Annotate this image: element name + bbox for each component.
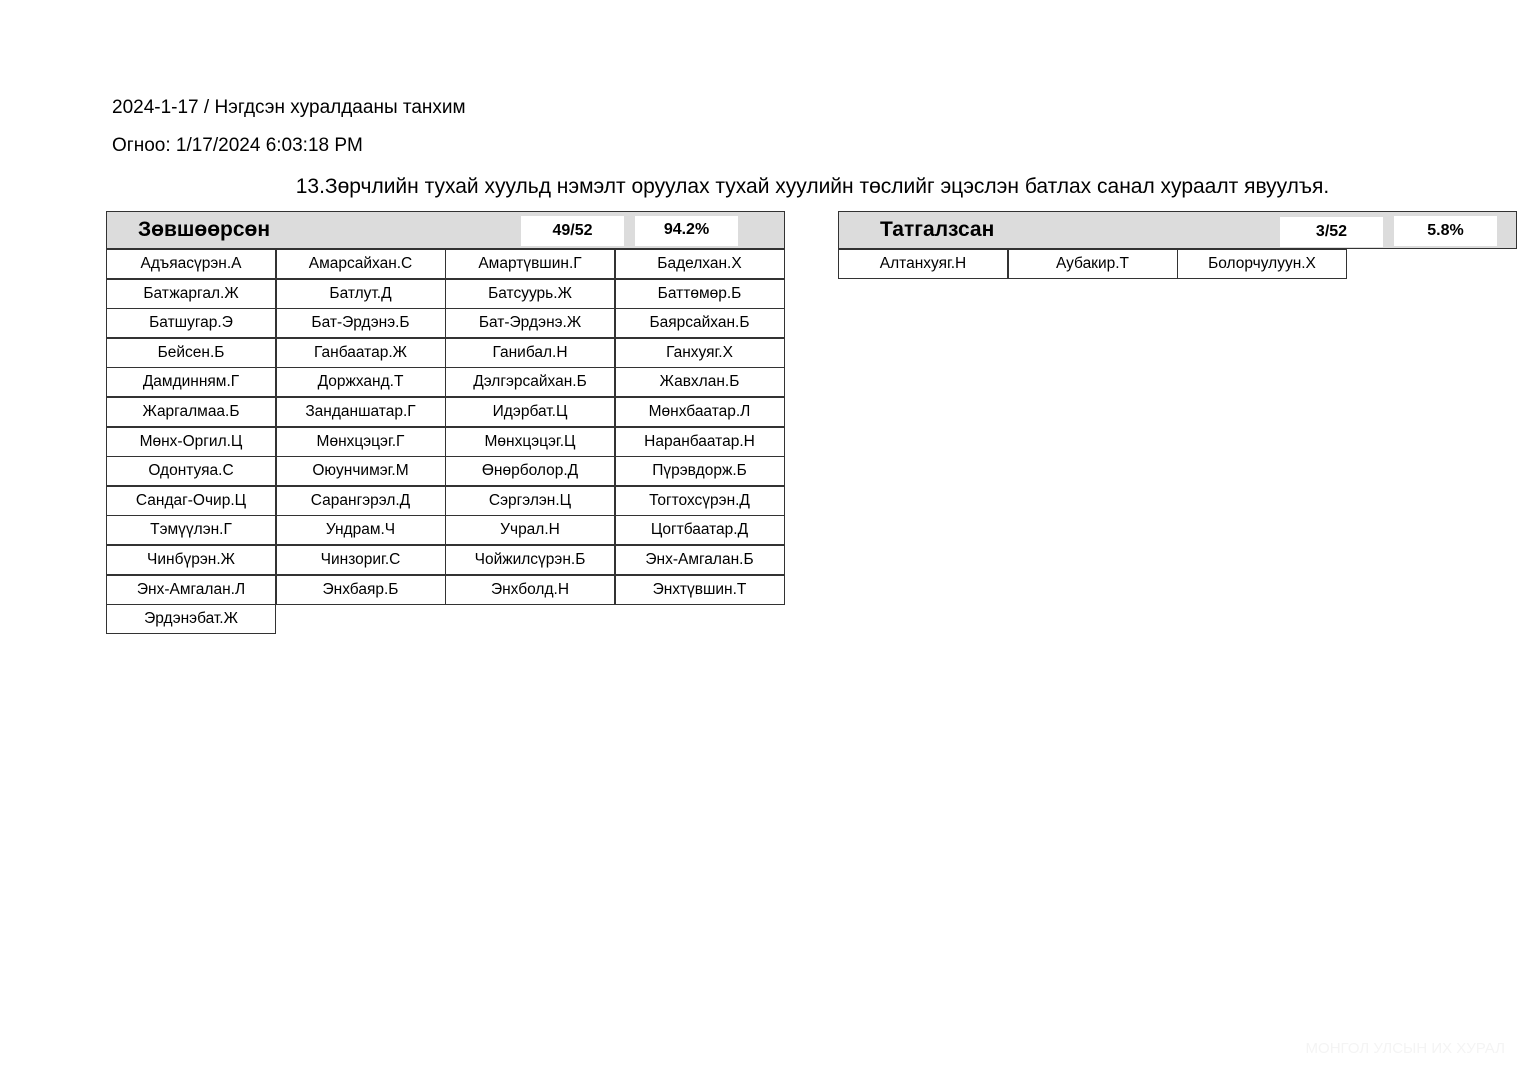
approved-title: Зөвшөөрсөн <box>138 218 271 241</box>
approved-count: 49/52 <box>521 216 624 246</box>
approved-percent: 94.2% <box>635 216 738 246</box>
approved-name-cell: Мөнх-Оргил.Ц <box>106 427 276 457</box>
approved-name-cell: Пүрэвдорж.Б <box>615 456 785 486</box>
rejected-name-cell: Алтанхуяг.Н <box>838 249 1008 279</box>
approved-name-cell: Чойжилсүрэн.Б <box>445 545 615 575</box>
approved-name-cell: Энхтүвшин.Т <box>615 575 785 605</box>
approved-name-cell: Энхбаяр.Б <box>276 575 446 605</box>
approved-name-cell: Өнөрболор.Д <box>445 456 615 486</box>
approved-name-cell: Энх-Амгалан.Б <box>615 545 785 575</box>
rejected-header <box>838 211 1517 249</box>
approved-name-cell: Одонтуяа.С <box>106 456 276 486</box>
approved-name-cell: Бейсен.Б <box>106 338 276 368</box>
approved-name-cell: Оюунчимэг.М <box>276 456 446 486</box>
date-line: Огноо: 1/17/2024 6:03:18 PM <box>112 135 363 156</box>
rejected-percent: 5.8% <box>1394 216 1497 246</box>
approved-name-cell: Ганибал.Н <box>445 338 615 368</box>
approved-name-cell: Эрдэнэбат.Ж <box>106 604 276 634</box>
approved-name-cell: Баделхан.Х <box>615 249 785 279</box>
approved-name-cell: Батшугар.Э <box>106 308 276 338</box>
approved-name-cell: Бат-Эрдэнэ.Б <box>276 308 446 338</box>
approved-name-cell: Ганбаатар.Ж <box>276 338 446 368</box>
approved-name-cell: Батлут.Д <box>276 279 446 309</box>
approved-name-cell: Тогтохсүрэн.Д <box>615 486 785 516</box>
approved-name-cell: Цогтбаатар.Д <box>615 515 785 545</box>
approved-name-cell: Занданшатар.Г <box>276 397 446 427</box>
approved-name-cell: Энх-Амгалан.Л <box>106 575 276 605</box>
rejected-count: 3/52 <box>1280 217 1383 247</box>
approved-name-cell: Мөнхцэцэг.Ц <box>445 427 615 457</box>
rejected-name-cell: Болорчулуун.Х <box>1177 249 1347 279</box>
approved-name-cell: Ганхуяг.Х <box>615 338 785 368</box>
approved-name-cell: Амартүвшин.Г <box>445 249 615 279</box>
approved-name-cell: Баттөмөр.Б <box>615 279 785 309</box>
approved-name-cell: Энхболд.Н <box>445 575 615 605</box>
approved-name-cell: Чинзориг.С <box>276 545 446 575</box>
approved-name-cell: Дэлгэрсайхан.Б <box>445 367 615 397</box>
approved-name-cell: Сэргэлэн.Ц <box>445 486 615 516</box>
approved-name-cell: Дамдинням.Г <box>106 367 276 397</box>
approved-name-cell: Баярсайхан.Б <box>615 308 785 338</box>
approved-name-cell: Бат-Эрдэнэ.Ж <box>445 308 615 338</box>
watermark: МОНГОЛ УЛСЫН ИХ ХУРАЛ <box>1305 1040 1505 1057</box>
motion-title: 13.Зөрчлийн тухай хуульд нэмэлт оруулах тухай хуулийн төслийг эцэслэн батлах санал хураалт явуулъя. <box>295 175 1330 198</box>
approved-name-cell: Доржханд.Т <box>276 367 446 397</box>
session-title: 2024-1-17 / Нэгдсэн хуралдааны танхим <box>112 97 466 118</box>
rejected-name-cell: Аубакир.Т <box>1008 249 1178 279</box>
approved-name-cell: Батжаргал.Ж <box>106 279 276 309</box>
approved-name-cell: Мөнхбаатар.Л <box>615 397 785 427</box>
approved-name-cell: Чинбүрэн.Ж <box>106 545 276 575</box>
rejected-title: Татгалзсан <box>880 218 995 241</box>
approved-name-cell: Сарангэрэл.Д <box>276 486 446 516</box>
approved-name-cell: Идэрбат.Ц <box>445 397 615 427</box>
approved-name-cell: Сандаг-Очир.Ц <box>106 486 276 516</box>
approved-name-cell: Наранбаатар.Н <box>615 427 785 457</box>
approved-name-cell: Батсуурь.Ж <box>445 279 615 309</box>
approved-name-cell: Ундрам.Ч <box>276 515 446 545</box>
approved-name-cell: Мөнхцэцэг.Г <box>276 427 446 457</box>
approved-name-cell: Адъяасүрэн.А <box>106 249 276 279</box>
approved-name-cell: Жавхлан.Б <box>615 367 785 397</box>
approved-name-cell: Учрал.Н <box>445 515 615 545</box>
approved-name-cell: Амарсайхан.С <box>276 249 446 279</box>
approved-header <box>106 211 785 249</box>
approved-name-cell: Тэмүүлэн.Г <box>106 515 276 545</box>
approved-name-cell: Жаргалмаа.Б <box>106 397 276 427</box>
